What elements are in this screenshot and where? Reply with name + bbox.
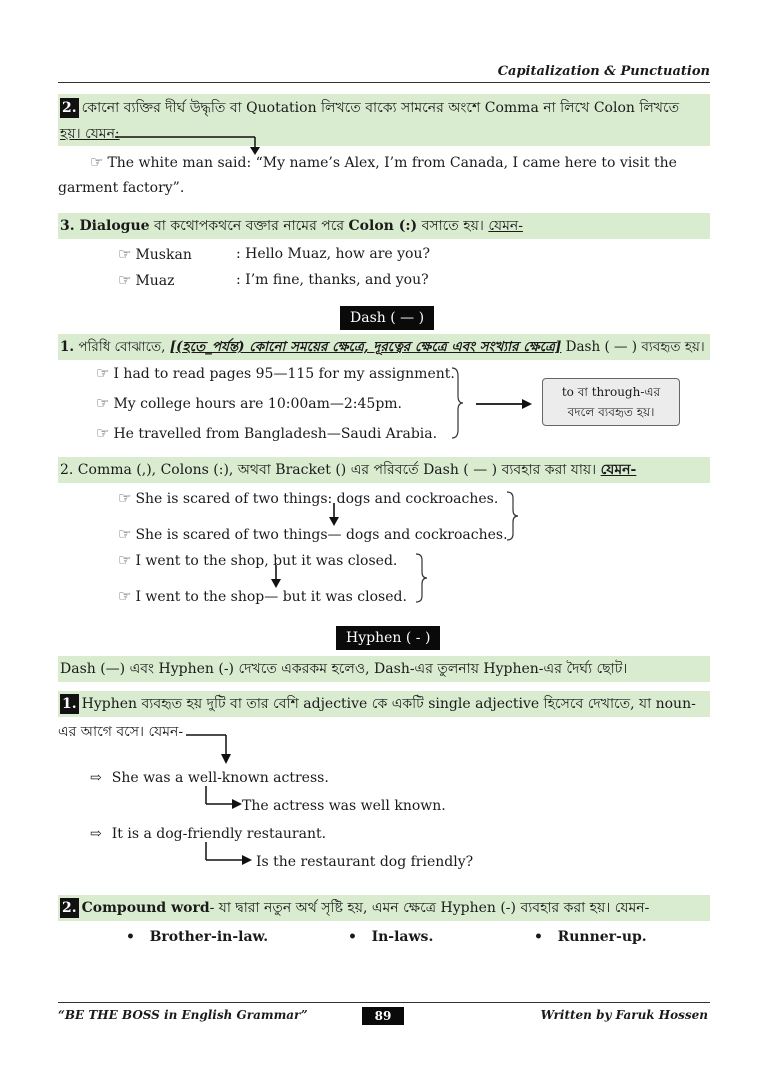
hyphen-rule-1-text2: এর আগে বসে। যেমন-: [58, 724, 184, 740]
dash-example: ☞ I had to read pages 95—115 for my assignment.: [96, 364, 455, 382]
colon-rule-2-text2: হয়। যেমন:: [60, 126, 120, 142]
dash-example: ☞ I went to the shop— but it was closed.: [118, 587, 407, 605]
colon-example: ☞ The white man said: “My name’s Alex, I’m from Canada, I came here to visit the: [90, 153, 677, 171]
dash-example: ☞ She is scared of two things— dogs and cockroaches.: [118, 525, 508, 543]
right-brace: [414, 552, 428, 604]
dash-rule-1-text: 1. পরিধি বোঝাতে, [(হতে_পর্যন্ত) কোনো সময়ের ক্ষেত্রে, দূরত্বের ক্ষেত্রে এবং সংখ্যার ক্ষেত্রে] Dash ( — ) ব্যবহৃত হয়।: [60, 339, 705, 355]
rule-number: 1.: [62, 696, 77, 712]
hyphen-example-2: ⇨ It is a dog-friendly restaurant.: [90, 826, 327, 842]
hyphen-section-title: Hyphen ( - ): [336, 626, 440, 650]
pointing-hand-icon: ☞: [118, 245, 132, 263]
elbow-arrow: [204, 786, 244, 810]
usage-note-box: [542, 378, 680, 426]
rule-number: 2.: [62, 100, 77, 116]
right-arrow-icon: ⇨: [90, 770, 102, 786]
pointing-hand-icon: ☞: [96, 364, 110, 382]
dash-example: ☞ I went to the shop, but it was closed.: [118, 551, 398, 569]
colon-rule-3-text: 3. Dialogue বা কথোপকথনে বক্তার নামের পরে Colon (:) বসাতে হয়। যেমন-: [60, 218, 523, 234]
pointer-arrow: [186, 733, 236, 767]
running-header: Capitalization & Punctuation: [497, 64, 710, 79]
dialogue-speech: : Hello Muaz, how are you?: [236, 246, 430, 262]
pointing-hand-icon: ☞: [90, 153, 104, 171]
pointing-hand-icon: ☞: [118, 587, 132, 605]
dash-section-title: Dash ( — ): [340, 306, 434, 330]
rule-number: 2.: [62, 900, 77, 916]
dash-rule-2-text: 2. Comma (,), Colons (:), অথবা Bracket () এর পরিবর্তে Dash ( — ) ব্যবহার করা যায়। যেমন-: [60, 462, 637, 478]
dash-example: ☞ She is scared of two things: dogs and cockroaches.: [118, 489, 499, 507]
compound-word: • Brother-in-law.: [126, 929, 269, 945]
dash-example: ☞ My college hours are 10:00am—2:45pm.: [96, 394, 403, 412]
hyphen-example-1: ⇨ She was a well-known actress.: [90, 770, 329, 786]
colon-example-cont: garment factory”.: [58, 180, 185, 196]
header-rule: [58, 82, 710, 83]
compound-word: • In-laws.: [348, 929, 434, 945]
right-brace: [450, 366, 464, 440]
hyphen-rule-1-text: 1. Hyphen ব্যবহৃত হয় দুটি বা তার বেশি adjective কে একটি single adjective হিসেবে দেখাতে, যা noun-: [62, 696, 696, 712]
pointing-hand-icon: ☞: [118, 525, 132, 543]
colon-rule-2-text: 2. কোনো ব্যক্তির দীর্ঘ উদ্ধৃতি বা Quotation লিখতে বাক্যে সামনের অংশে Comma না লিখে Colon লিখতে: [62, 100, 680, 116]
elbow-arrow: [204, 842, 254, 866]
pointing-hand-icon: ☞: [118, 271, 132, 289]
page-number: 89: [362, 1007, 404, 1025]
compound-word: • Runner-up.: [534, 929, 647, 945]
note-line-1: to বা through-এর: [561, 385, 661, 399]
right-arrow: [476, 398, 534, 410]
pointing-hand-icon: ☞: [96, 424, 110, 442]
hyphen-example-1-sub: The actress was well known.: [242, 798, 446, 814]
pointing-hand-icon: ☞: [118, 489, 132, 507]
footer-book-title: “BE THE BOSS in English Grammar”: [58, 1008, 308, 1022]
hyphen-intro: Dash (—) এবং Hyphen (-) দেখতে একরকম হলেও, Dash-এর তুলনায় Hyphen-এর দৈর্ঘ্য ছোট।: [60, 661, 628, 677]
pointing-hand-icon: ☞: [96, 394, 110, 412]
dialogue-speech: : I’m fine, thanks, and you?: [236, 272, 429, 288]
footer-author: Written by Faruk Hossen: [540, 1008, 708, 1022]
dash-example: ☞ He travelled from Bangladesh—Saudi Arabia.: [96, 424, 438, 442]
hyphen-rule-2-text: 2. Compound word- যা দ্বারা নতুন অর্থ সৃষ্টি হয়, এমন ক্ষেত্রে Hyphen (-) ব্যবহার করা হয়। যেমন-: [62, 900, 650, 916]
note-line-2: বদলে ব্যবহৃত হয়।: [567, 405, 655, 419]
dialogue-line: ☞ Muskan: [118, 245, 192, 263]
pointing-hand-icon: ☞: [118, 551, 132, 569]
right-arrow-icon: ⇨: [90, 826, 102, 842]
footer-rule: [58, 1002, 710, 1003]
dialogue-line: ☞ Muaz: [118, 271, 175, 289]
hyphen-example-2-sub: Is the restaurant dog friendly?: [256, 854, 474, 870]
right-brace: [505, 490, 519, 542]
